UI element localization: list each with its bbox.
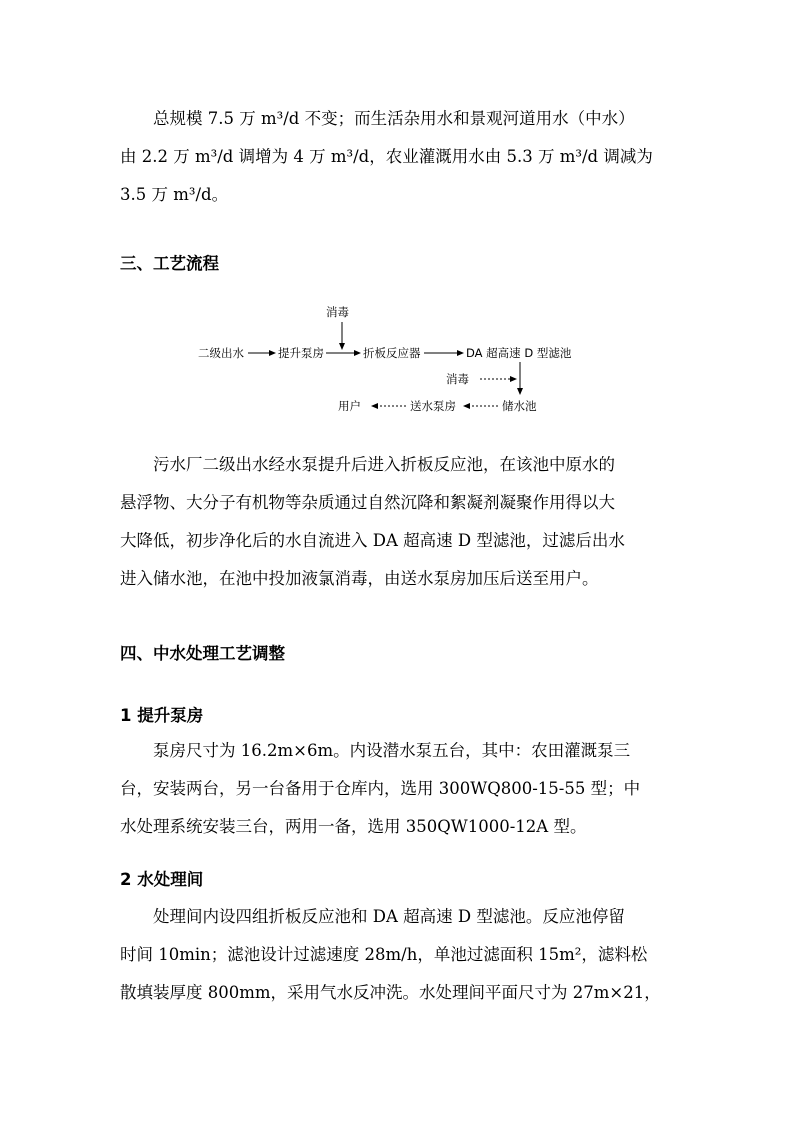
paragraph-line: 大降低，初步净化后的水自流进入 DA 超高速 D 型滤池，过滤后出水	[120, 531, 625, 550]
paragraph-line: 悬浮物、大分子有机物等杂质通过自然沉降和絮凝剂凝聚作用得以大	[120, 493, 615, 512]
flow-node-delivery-pump-house: 送水泵房	[410, 399, 456, 413]
paragraph-line: 3.5 万 m³/d。	[120, 185, 229, 204]
flow-node-storage-tank: 储水池	[502, 399, 537, 413]
paragraph-line: 污水厂二级出水经水泵提升后进入折板反应池，在该池中原水的	[153, 455, 615, 474]
flow-node-user: 用户	[338, 399, 361, 413]
paragraph-line: 进入储水池，在池中投加液氯消毒，由送水泵房加压后送至用户。	[120, 569, 599, 588]
paragraph-process	[120, 446, 680, 598]
flow-node-baffle-reactor: 折板反应器	[363, 346, 421, 360]
paragraph-line: 水处理系统安装三台，两用一备，选用 350QW1000-12A 型。	[120, 817, 587, 836]
process-flow-diagram	[180, 296, 600, 420]
paragraph-line: 散填装厚度 800mm，采用气水反冲洗。水处理间平面尺寸为 27m×21，	[120, 983, 661, 1002]
subsection-heading-lift-pump-house: 1 提升泵房	[120, 706, 204, 725]
paragraph-scale	[120, 100, 680, 214]
paragraph-line: 总规模 7.5 万 m³/d 不变；而生活杂用水和景观河道用水（中水）	[153, 109, 635, 128]
section-heading-reclaimed-water-adjustment: 四、中水处理工艺调整	[120, 644, 285, 663]
flow-node-lift-pump-house: 提升泵房	[278, 346, 324, 360]
paragraph-line: 处理间内设四组折板反应池和 DA 超高速 D 型滤池。反应池停留	[153, 907, 625, 926]
flow-node-disinfection-top: 消毒	[326, 305, 349, 319]
flow-node-secondary-effluent: 二级出水	[198, 346, 244, 360]
paragraph-pump-house	[120, 732, 680, 846]
section-heading-process-flow: 三、工艺流程	[120, 254, 219, 273]
flow-node-da-filter: DA 超高速 D 型滤池	[466, 346, 572, 360]
paragraph-line: 台，安装两台，另一台备用于仓库内，选用 300WQ800-15-55 型；中	[120, 779, 641, 798]
paragraph-line: 泵房尺寸为 16.2m×6m。内设潜水泵五台，其中：农田灌溉泵三	[153, 741, 631, 760]
paragraph-line: 时间 10min；滤池设计过滤速度 28m/h，单池过滤面积 15m²，滤料松	[120, 945, 648, 964]
paragraph-treatment-room	[120, 898, 680, 1012]
flow-node-disinfection-side: 消毒	[446, 372, 469, 386]
subsection-heading-treatment-room: 2 水处理间	[120, 870, 204, 889]
paragraph-line: 由 2.2 万 m³/d 调增为 4 万 m³/d，农业灌溉用水由 5.3 万 m³/d 调减为	[120, 147, 653, 166]
